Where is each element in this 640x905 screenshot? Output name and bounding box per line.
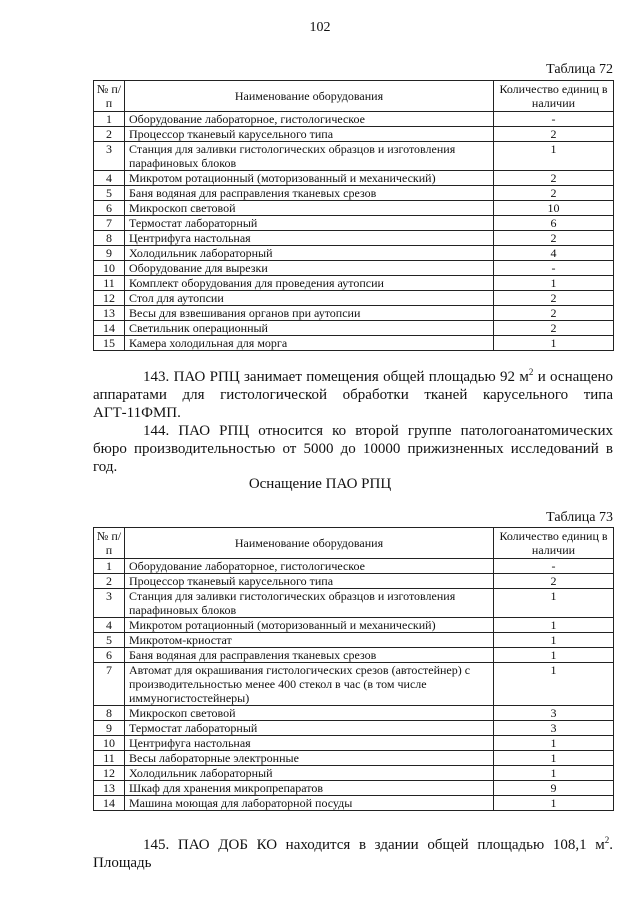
- quantity: -: [494, 112, 614, 127]
- quantity: 1: [494, 276, 614, 291]
- quantity: 2: [494, 574, 614, 589]
- quantity: 1: [494, 663, 614, 706]
- quantity: 2: [494, 291, 614, 306]
- quantity: 1: [494, 751, 614, 766]
- quantity: 2: [494, 127, 614, 142]
- header-name: Наименование оборудования: [125, 81, 494, 112]
- quantity: 2: [494, 306, 614, 321]
- row-number: 1: [94, 112, 125, 127]
- row-number: 12: [94, 291, 125, 306]
- row-number: 14: [94, 796, 125, 811]
- row-number: 8: [94, 706, 125, 721]
- table-row: [94, 574, 614, 589]
- equipment-name: Микротом ротационный (моторизованный и механический): [125, 618, 494, 633]
- table-row: [94, 559, 614, 574]
- table-row: [94, 766, 614, 781]
- table-72: [93, 80, 614, 351]
- row-number: 10: [94, 261, 125, 276]
- equipment-name: Центрифуга настольная: [125, 231, 494, 246]
- table-row: [94, 112, 614, 127]
- equipment-name: Оборудование лабораторное, гистологическое: [125, 112, 494, 127]
- table-row: [94, 186, 614, 201]
- equipment-name: Холодильник лабораторный: [125, 246, 494, 261]
- quantity: 6: [494, 216, 614, 231]
- equipment-name: Машина моющая для лабораторной посуды: [125, 796, 494, 811]
- table-row: [94, 291, 614, 306]
- row-number: 13: [94, 306, 125, 321]
- table-73-caption: Таблица 73: [546, 510, 613, 525]
- table-row: [94, 142, 614, 171]
- equipment-name: Холодильник лабораторный: [125, 766, 494, 781]
- quantity: -: [494, 261, 614, 276]
- row-number: 4: [94, 171, 125, 186]
- row-number: 13: [94, 781, 125, 796]
- row-number: 2: [94, 127, 125, 142]
- equipment-name: Комплект оборудования для проведения аутопсии: [125, 276, 494, 291]
- quantity: 1: [494, 648, 614, 663]
- table-row: [94, 127, 614, 142]
- equipment-name: Центрифуга настольная: [125, 736, 494, 751]
- quantity: 9: [494, 781, 614, 796]
- equipment-name: Термостат лабораторный: [125, 216, 494, 231]
- equipment-name: Баня водяная для расправления тканевых срезов: [125, 648, 494, 663]
- row-number: 11: [94, 276, 125, 291]
- table-row: [94, 796, 614, 811]
- table-row: [94, 663, 614, 706]
- quantity: 2: [494, 186, 614, 201]
- row-number: 9: [94, 246, 125, 261]
- row-number: 6: [94, 201, 125, 216]
- table-row: [94, 261, 614, 276]
- row-number: 9: [94, 721, 125, 736]
- para-143-text-end: и оснащено аппаратами для гистологической обработки тканей карусельного типа АГТ-11ФМП.: [93, 369, 613, 421]
- table-row: [94, 589, 614, 618]
- equipment-name: Весы для взвешивания органов при аутопсии: [125, 306, 494, 321]
- row-number: 14: [94, 321, 125, 336]
- row-number: 8: [94, 231, 125, 246]
- row-number: 2: [94, 574, 125, 589]
- page-number: 102: [309, 20, 331, 35]
- quantity: 1: [494, 766, 614, 781]
- row-number: 4: [94, 618, 125, 633]
- table-row: [94, 276, 614, 291]
- header-name: Наименование оборудования: [125, 528, 494, 559]
- table-row: [94, 706, 614, 721]
- para-145-text: 145. ПАО ДОБ КО находится в здании общей площадью 108,1 м: [143, 837, 605, 853]
- row-number: 3: [94, 589, 125, 618]
- equipment-name: Термостат лабораторный: [125, 721, 494, 736]
- row-number: 3: [94, 142, 125, 171]
- equipment-name: Процессор тканевый карусельного типа: [125, 127, 494, 142]
- equipment-name: Весы лабораторные электронные: [125, 751, 494, 766]
- table-row: [94, 648, 614, 663]
- paragraph-144: 144. ПАО РПЦ относится ко второй группе патологоанатомических бюро производительностью от 5000 до 10000 прижизненных исследований в год.: [93, 423, 613, 475]
- table-row: [94, 336, 614, 351]
- table-row: [94, 321, 614, 336]
- row-number: 15: [94, 336, 125, 351]
- quantity: 1: [494, 142, 614, 171]
- table-row: [94, 201, 614, 216]
- equipment-name: Станция для заливки гистологических образцов и изготовления парафиновых блоков: [125, 589, 494, 618]
- equipment-name: Оборудование лабораторное, гистологическое: [125, 559, 494, 574]
- table-row: [94, 736, 614, 751]
- superscript: 2: [604, 835, 610, 845]
- equipment-name: Оборудование для вырезки: [125, 261, 494, 276]
- equipment-name: Баня водяная для расправления тканевых срезов: [125, 186, 494, 201]
- superscript: 2: [528, 367, 534, 377]
- table-row: [94, 751, 614, 766]
- equipment-name: Микроскоп световой: [125, 201, 494, 216]
- table-row: [94, 171, 614, 186]
- row-number: 10: [94, 736, 125, 751]
- table-73: [93, 527, 614, 811]
- quantity: 2: [494, 171, 614, 186]
- table-row: [94, 216, 614, 231]
- table-row: [94, 781, 614, 796]
- quantity: 3: [494, 706, 614, 721]
- row-number: 5: [94, 186, 125, 201]
- equipment-name: Шкаф для хранения микропрепаратов: [125, 781, 494, 796]
- row-number: 12: [94, 766, 125, 781]
- header-num: № п/п: [94, 81, 125, 112]
- paragraph-145: [93, 836, 613, 872]
- table-row: [94, 306, 614, 321]
- row-number: 7: [94, 663, 125, 706]
- quantity: 2: [494, 321, 614, 336]
- quantity: 3: [494, 721, 614, 736]
- table-72-caption: Таблица 72: [546, 62, 613, 77]
- quantity: 4: [494, 246, 614, 261]
- row-number: 7: [94, 216, 125, 231]
- para-143-text: 143. ПАО РПЦ занимает помещения общей площадью 92 м: [143, 369, 529, 385]
- table-header-row: [94, 528, 614, 559]
- quantity: 1: [494, 336, 614, 351]
- row-number: 1: [94, 559, 125, 574]
- quantity: 1: [494, 633, 614, 648]
- para-145-text-end: . Площадь: [93, 837, 613, 871]
- equipment-name: Микроскоп световой: [125, 706, 494, 721]
- quantity: 10: [494, 201, 614, 216]
- equipment-name: Станция для заливки гистологических образцов и изготовления парафиновых блоков: [125, 142, 494, 171]
- table-row: [94, 231, 614, 246]
- equipment-name: Автомат для окрашивания гистологических срезов (автостейнер) с производительностью менее 400 стекол в час (в том числе иммуногистостейнеры): [125, 663, 494, 706]
- header-qty: Количество единиц в наличии: [494, 81, 614, 112]
- header-num: № п/п: [94, 528, 125, 559]
- equipment-name: Процессор тканевый карусельного типа: [125, 574, 494, 589]
- header-qty: Количество единиц в наличии: [494, 528, 614, 559]
- table-row: [94, 618, 614, 633]
- equipment-name: Светильник операционный: [125, 321, 494, 336]
- equipment-name: Камера холодильная для морга: [125, 336, 494, 351]
- quantity: -: [494, 559, 614, 574]
- equipment-name: Стол для аутопсии: [125, 291, 494, 306]
- table-row: [94, 721, 614, 736]
- section-title: Оснащение ПАО РПЦ: [248, 476, 392, 492]
- paragraph-143: [93, 368, 613, 422]
- table-row: [94, 246, 614, 261]
- quantity: 1: [494, 736, 614, 751]
- equipment-name: Микротом ротационный (моторизованный и механический): [125, 171, 494, 186]
- quantity: 1: [494, 618, 614, 633]
- table-row: [94, 633, 614, 648]
- quantity: 1: [494, 589, 614, 618]
- equipment-name: Микротом-криостат: [125, 633, 494, 648]
- table-header-row: [94, 81, 614, 112]
- row-number: 11: [94, 751, 125, 766]
- quantity: 2: [494, 231, 614, 246]
- quantity: 1: [494, 796, 614, 811]
- row-number: 5: [94, 633, 125, 648]
- row-number: 6: [94, 648, 125, 663]
